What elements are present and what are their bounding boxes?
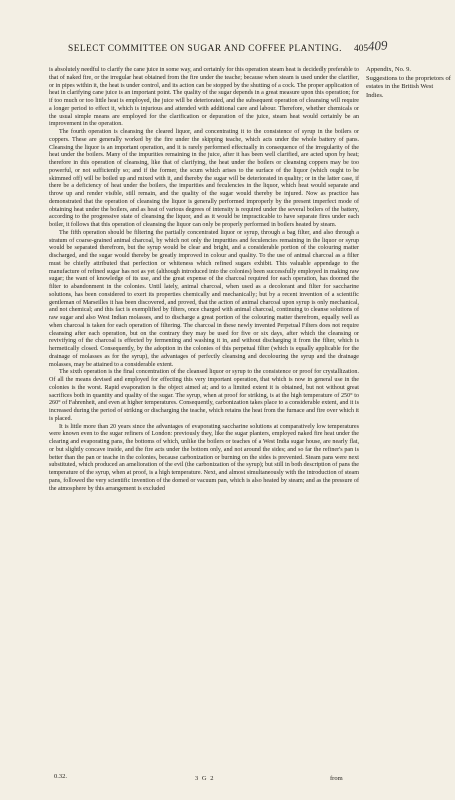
page-number: 405 xyxy=(354,44,369,54)
catchword: from xyxy=(330,775,343,782)
footer-reference: 0.32. xyxy=(54,773,67,780)
paragraph: It is little more than 20 years since the advantages of evaporating saccharine solutions at comparatively low temperatures were known even to the sugar refiners of London: previously they, like the sugar planters, employed naked fire heat under the clearing and evaporating pans, the bottoms of which, unlike the boilers or teaches of a West India sugar house, are nearly flat, or but slightly concave inside, and the fire acts under the bottom only, and not around the sides; and so far the refiner's pan is better than the pan or teache in the colonies, because carbonization or burning on the sides is prevented. Steam pans were next substituted, which produced an amelioration of the evil (the carbonization of the syrup); but still in both description of pans the temperature of the syrup, when at proof, is a high temperature. Next, and almost simultaneously with the introduction of steam pans, followed the very scientific invention of the domed or vacuum pan, which is also heated by steam; and as the pressure of the atmosphere by this arrangement is excluded xyxy=(49,423,359,492)
margin-note-text: Suggestions to the proprietors of estates in the British West Indies. xyxy=(366,75,451,99)
paragraph: is absolutely needful to clarify the cane juice in some way, and certainly for this operation steam heat is decidedly preferable to that of naked fire, or the irregular heat obtained from the fire under the teache; because when steam is used under the clarifier, or in pipes within it, the heat is under control, and its action can be stopped by the shutting of a cock. The proper application of heat in clarifying cane juice is an important point. The quality of the sugar depends in a great measure upon this operation; for if too much or too little heat is employed, the juice will be deteriorated, and the subsequent operation of cleansing will require a longer period to effect it, which is injurious and attended with additional care and labour. Therefore, whether chemicals or the usual simple means are employed for the clarification or depuration of the juice, steam heat would certainly be an improvement in the operation. xyxy=(49,67,359,128)
signature-mark: 3 G 2 xyxy=(195,775,215,782)
paragraph: The sixth operation is the final concentration of the cleansed liquor or syrup to the consistence or proof for crystallization. Of all the means devised and employed for effecting this very important operation, that which is now in general use in the colonies is the worst. Rapid evaporation is the object aimed at; and to a limited extent it is obtained, but not without great sacrifices both in quantity and quality of the sugar. The syrup, when at proof for striking, is at the high temperature of 250° to 260° of Fahrenheit, and even at higher temperatures. Consequently, carbonization takes place to a considerable extent, and it is increased during the period of striking or discharging the teache, which retains the heat from the furnace and fire over which it is placed. xyxy=(49,369,359,422)
running-header: SELECT COMMITTEE ON SUGAR AND COFFEE PLANTING. xyxy=(68,44,342,54)
body-text xyxy=(49,67,359,493)
margin-note xyxy=(366,66,451,100)
handwritten-page-number: 409 xyxy=(367,37,388,54)
paragraph: The fourth operation is cleansing the cleared liquor, and concentrating it to the consistence of syrup in the boilers or coppers. These are generally worked by the fire under the skipping teache, which acts under the whole battery of pans. Cleansing the liquor is an important operation, and it is rarely performed effectually in consequence of the irregularity of the heat under the boilers. Many of the impurities remaining in the juice, after it has been well clarified, are acted upon by heat; therefore in this operation of cleansing, like that of clarifying, the heat under the boilers or cleansing coppers may be too powerful, or not sufficiently so; and if the former, the scum which arises to the surface of the liquor (which ought to be skimmed off) will be boiled up and mixed with it, and thereby the sugar will be deteriorated in quality; or in the latter case, if there be a deficiency of heat under the boilers, the impurities and feculencies in the liquor, which heat would separate and throw up and render visible, still remain, and the quality of the sugar would thereby be injured. Now as practice has demonstrated that the operation of cleansing the liquor is generally performed improperly by the present imperfect mode of obtaining heat under the boilers, and as heat of various degrees of intensity is required under the several boilers of the battery, according to the progressive state of cleansing the liquor, and as it would be impracticable to have separate fires under each boiler, it follows that this operation of cleansing the liquor can only be properly performed in boilers heated by steam. xyxy=(49,129,359,228)
paragraph: The fifth operation should be filtering the partially concentrated liquor or syrup, through a bag filter, and also through a stratum of coarse-grained animal charcoal, by which not only the impurities and feculencies remaining in the liquor or syrup would be separated therefrom, but the syrup would be clear and bright, and a considerable portion of the colouring matter discharged, and the sugar would thereby be greatly improved in colour and quality. To the use of animal charcoal as a filter must be chiefly attributed that perfection or whiteness which refined sugars exhibit. This valuable appendage to the manufacture of refined sugar has not as yet (although introduced into the colonies) been successfully employed in making raw sugar; the want of knowledge of its use, and the great expense of the charcoal required for each operation, has doomed the filter to abandonment in the colonies. Until lately, animal charcoal, when used as a decolorant and filter for saccharine solutions, has been considered to exert its properties chemically and mechanically; but by a recent invention of a scientific gentleman of Marseilles it has been discovered, and proved, that the action of animal charcoal upon syrup is only mechanical, and not chemical; and this fact is exemplified by filters, once charged with animal charcoal, continuing to cleanse solutions of raw sugar and also West Indian molasses, and to discharge a great portion of the colouring matter therefrom, equally well as when charcoal is taken for each operation of filtering. The charcoal in these newly invented Perpetual Filters does not require cleansing after each operation, but on the contrary they may be used for five or six days, after which the cleansing or revivifying of the charcoal is effected by fermenting and washing it in, and without discharging it from the filter, which is hermetically closed. Consequently, by the adoption in the colonies of this perpetual filter (which is equally applicable for the drainage of molasses as for the syrup), the advantages of perfectly cleansing and decolouring the syrup and the drainage molasses, may be attained to a considerable extent. xyxy=(49,229,359,368)
appendix-label: Appendix, No. 9. xyxy=(366,66,411,73)
